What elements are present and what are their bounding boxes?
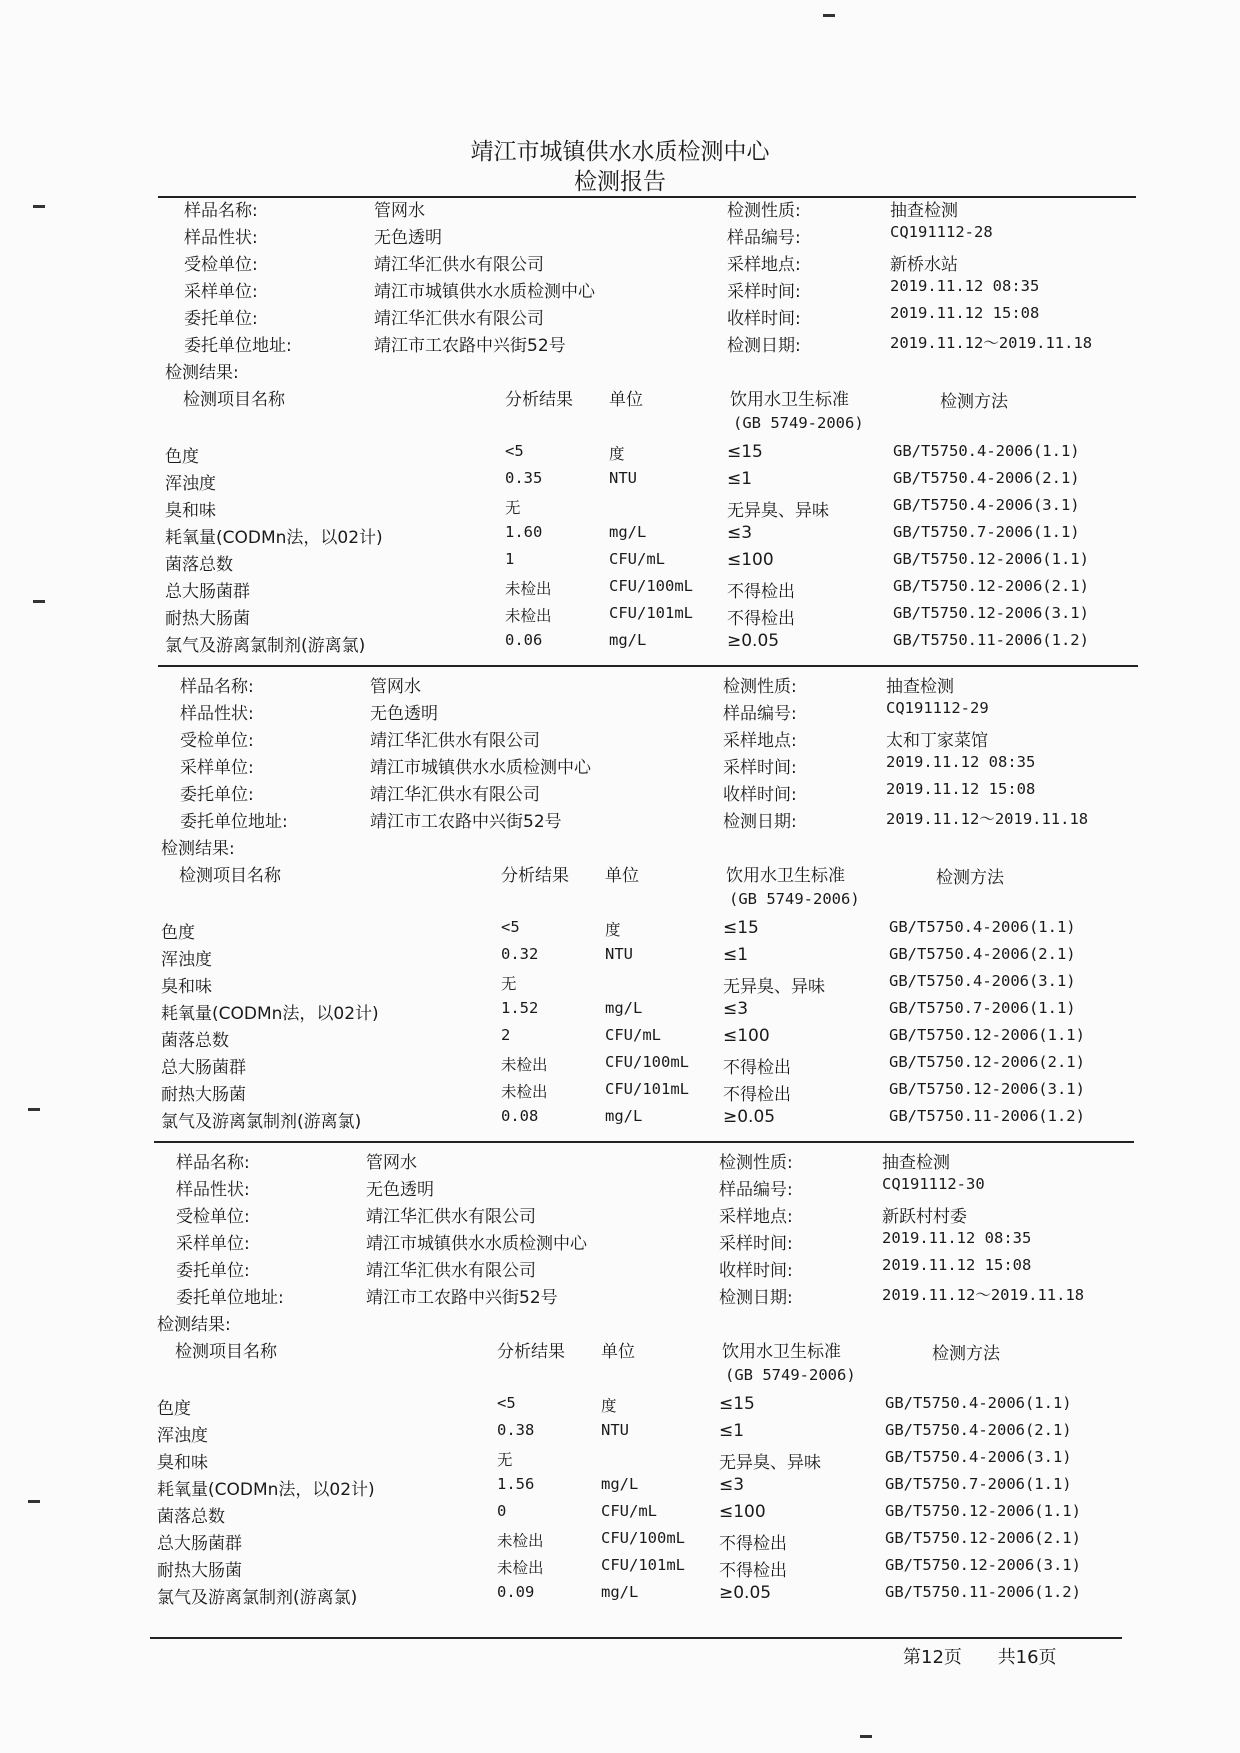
info-label-sampling-time: 采样时间: xyxy=(723,758,797,778)
table-row xyxy=(162,577,1137,603)
cell-item: 耗氧量(CODMn法，以02计) xyxy=(161,1004,379,1024)
page-total: 共16页 xyxy=(997,1647,1057,1668)
cell-result: <5 xyxy=(497,1394,516,1412)
cell-method: GB/T5750.12-2006(3.1) xyxy=(893,604,1089,622)
info-value-receive-time: 2019.11.12 15:08 xyxy=(882,1256,1032,1274)
table-row xyxy=(158,1107,1133,1133)
cell-result: 1 xyxy=(505,550,515,568)
info-value-test-nature: 抽查检测 xyxy=(882,1153,950,1173)
table-row xyxy=(162,469,1137,495)
info-label-sample-no: 样品编号: xyxy=(727,228,801,248)
info-value-test-nature: 抽查检测 xyxy=(886,677,954,697)
table-row xyxy=(154,1421,1129,1447)
cell-item: 色度 xyxy=(157,1399,191,1419)
report-section xyxy=(154,1148,1129,1628)
cell-item: 色度 xyxy=(161,923,195,943)
info-label-sampling-time: 采样时间: xyxy=(727,282,801,302)
info-value-receive-time: 2019.11.12 15:08 xyxy=(890,304,1040,322)
cell-item: 菌落总数 xyxy=(157,1507,225,1527)
info-label-sample-name: 样品名称: xyxy=(184,201,258,221)
cell-standard: ≥0.05 xyxy=(719,1583,772,1603)
table-row xyxy=(162,523,1137,549)
col-result-header: 分析结果 xyxy=(505,390,573,410)
cell-result: 未检出 xyxy=(505,607,552,625)
section-divider xyxy=(158,665,1138,667)
cell-method: GB/T5750.4-2006(1.1) xyxy=(893,442,1080,460)
col-standard-ref: (GB 5749-2006) xyxy=(733,414,864,432)
cell-result: 2 xyxy=(501,1026,511,1044)
cell-method: GB/T5750.4-2006(2.1) xyxy=(885,1421,1072,1439)
cell-method: GB/T5750.4-2006(2.1) xyxy=(889,945,1076,963)
page-footer xyxy=(903,1643,1087,1669)
cell-unit: 度 xyxy=(601,1397,617,1415)
table-row xyxy=(162,604,1137,630)
info-value-inspected-unit: 靖江华汇供水有限公司 xyxy=(366,1207,536,1227)
info-value-client-unit: 靖江华汇供水有限公司 xyxy=(370,785,540,805)
cell-unit: NTU xyxy=(609,469,637,487)
cell-result: 0.06 xyxy=(505,631,543,649)
cell-unit: CFU/mL xyxy=(605,1026,661,1044)
info-value-test-date: 2019.11.12～2019.11.18 xyxy=(882,1286,1085,1304)
info-label-test-date: 检测日期: xyxy=(723,812,797,832)
cell-standard: 无异臭、异味 xyxy=(723,977,825,997)
table-header xyxy=(158,861,1133,887)
report-section xyxy=(158,672,1133,1152)
cell-result: 无 xyxy=(497,1451,513,1469)
cell-unit: mg/L xyxy=(605,999,643,1017)
cell-standard: ≤100 xyxy=(719,1502,766,1522)
info-value-sample-no: CQ191112-29 xyxy=(886,699,989,717)
cell-standard: ≤3 xyxy=(719,1475,745,1495)
table-row xyxy=(154,1448,1129,1474)
info-label-inspected-unit: 受检单位: xyxy=(176,1207,250,1227)
cell-method: GB/T5750.4-2006(1.1) xyxy=(885,1394,1072,1412)
table-row xyxy=(154,1394,1129,1420)
info-value-client-unit: 靖江华汇供水有限公司 xyxy=(374,309,544,329)
info-label-test-nature: 检测性质: xyxy=(727,201,801,221)
cell-method: GB/T5750.12-2006(2.1) xyxy=(885,1529,1081,1547)
info-value-sampling-site: 太和丁家菜馆 xyxy=(886,731,988,751)
col-standard-ref: (GB 5749-2006) xyxy=(725,1366,856,1384)
info-value-sampling-site: 新桥水站 xyxy=(890,255,958,275)
cell-item: 总大肠菌群 xyxy=(161,1058,246,1078)
cell-result: 0.32 xyxy=(501,945,539,963)
table-row xyxy=(154,1583,1129,1609)
table-row xyxy=(162,442,1137,468)
info-row xyxy=(158,807,1133,833)
cell-unit: 度 xyxy=(605,921,621,939)
cell-item: 浑浊度 xyxy=(165,474,216,494)
info-label-client-address: 委托单位地址: xyxy=(184,336,292,356)
cell-unit: CFU/100mL xyxy=(601,1529,685,1547)
info-value-sample-no: CQ191112-30 xyxy=(882,1175,985,1193)
cell-result: 未检出 xyxy=(505,580,552,598)
info-value-sample-name: 管网水 xyxy=(366,1153,417,1173)
info-row xyxy=(162,223,1137,249)
cell-standard: 不得检出 xyxy=(727,609,795,629)
info-value-sample-state: 无色透明 xyxy=(370,704,438,724)
cell-standard: ≤15 xyxy=(719,1394,755,1414)
cell-method: GB/T5750.12-2006(1.1) xyxy=(889,1026,1085,1044)
cell-unit: CFU/mL xyxy=(601,1502,657,1520)
info-value-sampling-time: 2019.11.12 08:35 xyxy=(890,277,1040,295)
report-title: 靖江市城镇供水水质检测中心 xyxy=(470,139,770,165)
cell-unit: CFU/mL xyxy=(609,550,665,568)
info-value-sample-name: 管网水 xyxy=(370,677,421,697)
cell-method: GB/T5750.11-2006(1.2) xyxy=(885,1583,1081,1601)
info-value-client-address: 靖江市工农路中兴街52号 xyxy=(366,1288,558,1308)
col-method-header: 检测方法 xyxy=(940,392,1008,412)
cell-standard: 不得检出 xyxy=(719,1561,787,1581)
info-value-sample-no: CQ191112-28 xyxy=(890,223,993,241)
results-label: 检测结果: xyxy=(165,363,239,383)
cell-method: GB/T5750.11-2006(1.2) xyxy=(889,1107,1085,1125)
cell-item: 臭和味 xyxy=(157,1453,208,1473)
cell-method: GB/T5750.4-2006(3.1) xyxy=(893,496,1080,514)
info-value-sample-state: 无色透明 xyxy=(366,1180,434,1200)
col-standard-header: 饮用水卫生标准 xyxy=(730,390,849,410)
cell-item: 耐热大肠菌 xyxy=(157,1561,242,1581)
info-label-sampling-site: 采样地点: xyxy=(727,255,801,275)
cell-standard: ≤1 xyxy=(723,945,749,965)
cell-item: 浑浊度 xyxy=(161,950,212,970)
info-label-client-address: 委托单位地址: xyxy=(176,1288,284,1308)
info-label-sample-state: 样品性状: xyxy=(176,1180,250,1200)
info-label-sample-state: 样品性状: xyxy=(180,704,254,724)
info-value-client-address: 靖江市工农路中兴街52号 xyxy=(374,336,566,356)
scan-speck xyxy=(860,1735,872,1738)
cell-result: 0.09 xyxy=(497,1583,535,1601)
info-label-sampling-site: 采样地点: xyxy=(723,731,797,751)
cell-item: 浑浊度 xyxy=(157,1426,208,1446)
info-row xyxy=(154,1229,1129,1255)
cell-result: 未检出 xyxy=(501,1056,548,1074)
info-value-test-nature: 抽查检测 xyxy=(890,201,958,221)
info-row xyxy=(158,672,1133,698)
info-label-inspected-unit: 受检单位: xyxy=(180,731,254,751)
info-row xyxy=(154,1256,1129,1282)
info-label-client-unit: 委托单位: xyxy=(180,785,254,805)
info-label-sample-name: 样品名称: xyxy=(180,677,254,697)
info-value-client-address: 靖江市工农路中兴街52号 xyxy=(370,812,562,832)
section-divider xyxy=(154,1141,1134,1143)
info-label-sampling-unit: 采样单位: xyxy=(176,1234,250,1254)
cell-unit: NTU xyxy=(601,1421,629,1439)
col-item-header: 检测项目名称 xyxy=(183,390,285,410)
cell-method: GB/T5750.4-2006(3.1) xyxy=(889,972,1076,990)
info-label-test-date: 检测日期: xyxy=(727,336,801,356)
info-row xyxy=(158,780,1133,806)
cell-result: 未检出 xyxy=(501,1083,548,1101)
cell-unit: NTU xyxy=(605,945,633,963)
info-label-sampling-unit: 采样单位: xyxy=(184,282,258,302)
info-label-test-nature: 检测性质: xyxy=(719,1153,793,1173)
info-label-sample-no: 样品编号: xyxy=(723,704,797,724)
cell-result: 1.56 xyxy=(497,1475,535,1493)
cell-method: GB/T5750.4-2006(3.1) xyxy=(885,1448,1072,1466)
info-value-sampling-time: 2019.11.12 08:35 xyxy=(886,753,1036,771)
info-label-sampling-time: 采样时间: xyxy=(719,1234,793,1254)
info-row xyxy=(154,1175,1129,1201)
scan-speck xyxy=(28,1500,40,1503)
cell-unit: CFU/101mL xyxy=(605,1080,689,1098)
cell-standard: ≤1 xyxy=(719,1421,745,1441)
col-standard-header: 饮用水卫生标准 xyxy=(722,1342,841,1362)
info-value-inspected-unit: 靖江华汇供水有限公司 xyxy=(370,731,540,751)
info-value-test-date: 2019.11.12～2019.11.18 xyxy=(886,810,1089,828)
cell-standard: ≤3 xyxy=(723,999,749,1019)
info-value-receive-time: 2019.11.12 15:08 xyxy=(886,780,1036,798)
cell-standard: 不得检出 xyxy=(723,1058,791,1078)
cell-result: 无 xyxy=(501,975,517,993)
table-row xyxy=(158,1026,1133,1052)
info-row xyxy=(162,331,1137,357)
cell-unit: mg/L xyxy=(601,1475,639,1493)
cell-standard: ≤1 xyxy=(727,469,753,489)
cell-standard: ≤100 xyxy=(723,1026,770,1046)
cell-method: GB/T5750.7-2006(1.1) xyxy=(885,1475,1072,1493)
cell-item: 臭和味 xyxy=(165,501,216,521)
info-value-sample-state: 无色透明 xyxy=(374,228,442,248)
info-row xyxy=(154,1283,1129,1309)
cell-standard: ≥0.05 xyxy=(727,631,780,651)
cell-result: 1.60 xyxy=(505,523,543,541)
cell-unit: mg/L xyxy=(609,523,647,541)
cell-result: 未检出 xyxy=(497,1559,544,1577)
cell-unit: mg/L xyxy=(601,1583,639,1601)
info-label-test-date: 检测日期: xyxy=(719,1288,793,1308)
col-result-header: 分析结果 xyxy=(497,1342,565,1362)
info-value-test-date: 2019.11.12～2019.11.18 xyxy=(890,334,1093,352)
scan-speck xyxy=(33,205,45,208)
info-value-sampling-time: 2019.11.12 08:35 xyxy=(882,1229,1032,1247)
results-label: 检测结果: xyxy=(161,839,235,859)
cell-method: GB/T5750.7-2006(1.1) xyxy=(893,523,1080,541)
cell-result: 0.38 xyxy=(497,1421,535,1439)
info-row xyxy=(154,1148,1129,1174)
page-number: 第12页 xyxy=(903,1647,962,1668)
col-item-header: 检测项目名称 xyxy=(175,1342,277,1362)
cell-result: <5 xyxy=(501,918,520,936)
col-method-header: 检测方法 xyxy=(932,1344,1000,1364)
info-label-sample-state: 样品性状: xyxy=(184,228,258,248)
info-value-inspected-unit: 靖江华汇供水有限公司 xyxy=(374,255,544,275)
info-label-client-address: 委托单位地址: xyxy=(180,812,288,832)
table-row xyxy=(158,972,1133,998)
cell-unit: CFU/100mL xyxy=(609,577,693,595)
scan-speck xyxy=(33,600,45,603)
cell-method: GB/T5750.4-2006(2.1) xyxy=(893,469,1080,487)
cell-result: 0.35 xyxy=(505,469,543,487)
results-label: 检测结果: xyxy=(157,1315,231,1335)
col-standard-header: 饮用水卫生标准 xyxy=(726,866,845,886)
info-label-sample-name: 样品名称: xyxy=(176,1153,250,1173)
cell-method: GB/T5750.7-2006(1.1) xyxy=(889,999,1076,1017)
cell-unit: mg/L xyxy=(605,1107,643,1125)
info-value-client-unit: 靖江华汇供水有限公司 xyxy=(366,1261,536,1281)
scan-speck xyxy=(823,14,835,17)
cell-standard: 无异臭、异味 xyxy=(727,501,829,521)
cell-item: 总大肠菌群 xyxy=(165,582,250,602)
report-subtitle: 检测报告 xyxy=(574,169,666,195)
info-row xyxy=(162,277,1137,303)
cell-unit: CFU/100mL xyxy=(605,1053,689,1071)
table-row xyxy=(162,550,1137,576)
cell-item: 氯气及游离氯制剂(游离氯) xyxy=(157,1588,358,1608)
cell-item: 菌落总数 xyxy=(161,1031,229,1051)
cell-unit: mg/L xyxy=(609,631,647,649)
cell-method: GB/T5750.4-2006(1.1) xyxy=(889,918,1076,936)
cell-standard: 不得检出 xyxy=(723,1085,791,1105)
col-method-header: 检测方法 xyxy=(936,868,1004,888)
info-row xyxy=(162,196,1137,222)
cell-method: GB/T5750.12-2006(2.1) xyxy=(893,577,1089,595)
table-row xyxy=(158,1053,1133,1079)
cell-unit: CFU/101mL xyxy=(601,1556,685,1574)
info-label-receive-time: 收样时间: xyxy=(719,1261,793,1281)
table-row xyxy=(154,1475,1129,1501)
cell-item: 臭和味 xyxy=(161,977,212,997)
info-label-sampling-unit: 采样单位: xyxy=(180,758,254,778)
info-value-sampling-unit: 靖江市城镇供水水质检测中心 xyxy=(374,282,595,302)
info-row xyxy=(162,304,1137,330)
table-row xyxy=(162,496,1137,522)
cell-item: 耐热大肠菌 xyxy=(161,1085,246,1105)
info-label-client-unit: 委托单位: xyxy=(176,1261,250,1281)
table-row xyxy=(154,1529,1129,1555)
info-label-inspected-unit: 受检单位: xyxy=(184,255,258,275)
info-row xyxy=(162,250,1137,276)
info-row xyxy=(154,1202,1129,1228)
cell-method: GB/T5750.12-2006(3.1) xyxy=(885,1556,1081,1574)
col-standard-ref: (GB 5749-2006) xyxy=(729,890,860,908)
cell-item: 总大肠菌群 xyxy=(157,1534,242,1554)
info-value-sampling-unit: 靖江市城镇供水水质检测中心 xyxy=(370,758,591,778)
info-label-test-nature: 检测性质: xyxy=(723,677,797,697)
table-row xyxy=(158,999,1133,1025)
table-header xyxy=(162,385,1137,411)
table-row xyxy=(154,1502,1129,1528)
cell-result: 0.08 xyxy=(501,1107,539,1125)
col-result-header: 分析结果 xyxy=(501,866,569,886)
bottom-rule xyxy=(150,1637,1122,1639)
cell-standard: ≤100 xyxy=(727,550,774,570)
cell-method: GB/T5750.12-2006(1.1) xyxy=(893,550,1089,568)
table-row xyxy=(158,945,1133,971)
cell-standard: 不得检出 xyxy=(727,582,795,602)
info-label-sample-no: 样品编号: xyxy=(719,1180,793,1200)
cell-unit: CFU/101mL xyxy=(609,604,693,622)
cell-standard: ≥0.05 xyxy=(723,1107,776,1127)
col-unit-header: 单位 xyxy=(609,390,643,410)
col-unit-header: 单位 xyxy=(601,1342,635,1362)
cell-item: 菌落总数 xyxy=(165,555,233,575)
info-label-receive-time: 收样时间: xyxy=(727,309,801,329)
cell-standard: ≤3 xyxy=(727,523,753,543)
info-label-sampling-site: 采样地点: xyxy=(719,1207,793,1227)
cell-standard: 不得检出 xyxy=(719,1534,787,1554)
table-row xyxy=(158,918,1133,944)
cell-item: 耗氧量(CODMn法，以02计) xyxy=(157,1480,375,1500)
cell-standard: 无异臭、异味 xyxy=(719,1453,821,1473)
cell-result: 1.52 xyxy=(501,999,539,1017)
cell-item: 氯气及游离氯制剂(游离氯) xyxy=(161,1112,362,1132)
cell-method: GB/T5750.12-2006(3.1) xyxy=(889,1080,1085,1098)
cell-unit: 度 xyxy=(609,445,625,463)
col-item-header: 检测项目名称 xyxy=(179,866,281,886)
cell-method: GB/T5750.12-2006(2.1) xyxy=(889,1053,1085,1071)
info-row xyxy=(158,699,1133,725)
cell-item: 氯气及游离氯制剂(游离氯) xyxy=(165,636,366,656)
info-row xyxy=(158,753,1133,779)
table-row xyxy=(158,1080,1133,1106)
info-value-sample-name: 管网水 xyxy=(374,201,425,221)
info-value-sampling-unit: 靖江市城镇供水水质检测中心 xyxy=(366,1234,587,1254)
table-row xyxy=(162,631,1137,657)
table-header xyxy=(154,1337,1129,1363)
cell-result: 未检出 xyxy=(497,1532,544,1550)
table-row xyxy=(154,1556,1129,1582)
info-row xyxy=(158,726,1133,752)
cell-result: <5 xyxy=(505,442,524,460)
cell-result: 0 xyxy=(497,1502,507,1520)
col-unit-header: 单位 xyxy=(605,866,639,886)
cell-method: GB/T5750.12-2006(1.1) xyxy=(885,1502,1081,1520)
cell-standard: ≤15 xyxy=(723,918,759,938)
info-label-receive-time: 收样时间: xyxy=(723,785,797,805)
cell-standard: ≤15 xyxy=(727,442,763,462)
cell-item: 耗氧量(CODMn法，以02计) xyxy=(165,528,383,548)
scan-speck xyxy=(28,1108,40,1111)
info-label-client-unit: 委托单位: xyxy=(184,309,258,329)
cell-method: GB/T5750.11-2006(1.2) xyxy=(893,631,1089,649)
cell-item: 色度 xyxy=(165,447,199,467)
report-section xyxy=(162,196,1137,676)
cell-item: 耐热大肠菌 xyxy=(165,609,250,629)
info-value-sampling-site: 新跃村村委 xyxy=(882,1207,967,1227)
cell-result: 无 xyxy=(505,499,521,517)
